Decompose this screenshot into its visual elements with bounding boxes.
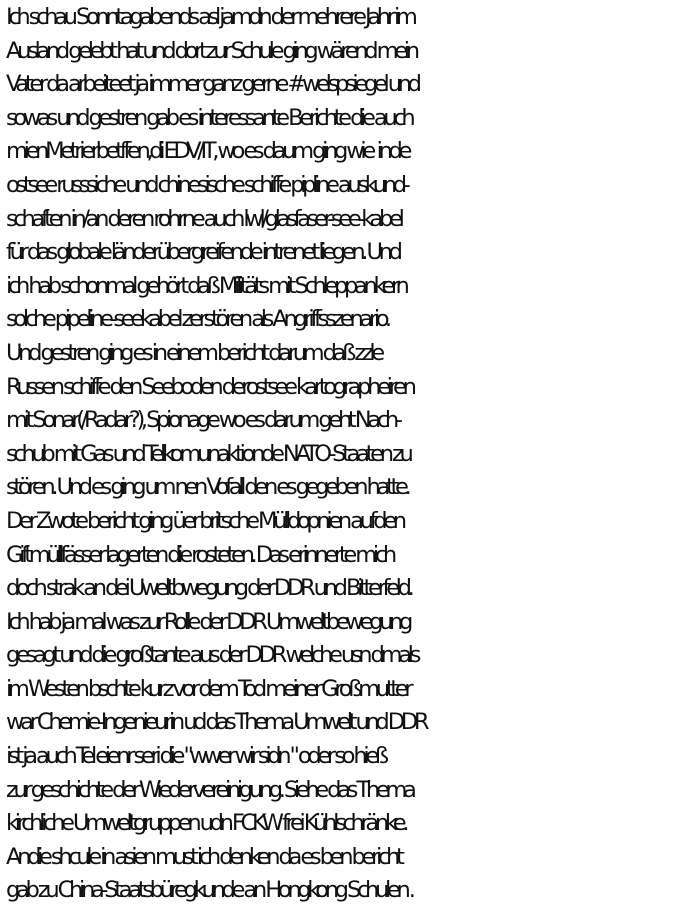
text-line: Ich schau Sonntagabends asl jamdn der mehrere Jahr im bbox=[6, 4, 414, 30]
text-line: für das globale länderübergreifende intrenet liegen. Und bbox=[6, 239, 399, 266]
text-line: doch strak an dei Uweltbwegung der DDR und Bitterfeld. bbox=[6, 575, 411, 602]
text-line: sowas und gestren gab es interessante Berichte die auch bbox=[6, 104, 412, 131]
text-line: Und gestren ging es in einem bericht darum daß zzle bbox=[6, 339, 381, 366]
text-line: mit Sonar(/Radar?), Spionage wo es darum geht Nach- bbox=[6, 407, 399, 434]
text-line: ich hab schonmal gehört daß Militäts mit Schleppankern bbox=[6, 272, 406, 299]
text-line: zur geschichte der Wiedervereinigung. Siehe das Thema bbox=[6, 776, 413, 803]
text-line: Vater da arbeiteet ja immer ganz gerne #welspsiegel und bbox=[6, 71, 418, 98]
text-line: Ich hab ja mal was zur Rolle der DDR Umweltbewegung bbox=[6, 608, 410, 635]
text-line: Andie shcule in asien must ich denken da es ben bericht bbox=[6, 843, 401, 870]
text-line: Giftmüllfässer lagerten die rosteten. Das erinnerte mich bbox=[6, 541, 393, 568]
text-line: stören. Und es ging um nen Vofall den es gegeben hatte. bbox=[6, 474, 408, 501]
text-line: war Chemie-Ingenieurin ud das Thema Umwelt und DDR bbox=[6, 709, 426, 736]
text-line: ostsee russsiche und chinesische schiffe pipline auskund- bbox=[6, 171, 407, 198]
text-line: ist ja auch Tel eienr seri die "wwer wir sidn " oder so hieß bbox=[6, 743, 385, 770]
text-line: kirchliche Umweltgruppen udn FCKW frei Kühlschränke. bbox=[6, 810, 406, 837]
text-line: im Westen bschte kurz vor dem Tod meiner Großmutter bbox=[6, 675, 410, 702]
text-line: mienMetrierbetffen,di EDV/IT, wo es daum ging wie inde bbox=[6, 138, 409, 165]
text-line: solche pipeline-seekabel zerstören als Angriffsszenario. bbox=[6, 306, 388, 333]
text-line: gab zu China-Staatsbüregkunde an Hongkong Schulen . bbox=[6, 877, 412, 904]
text-line: schub mit Gas und Telkomunaktionde NATO-Staaten zu bbox=[6, 440, 410, 467]
text-line: Der Zwote bericht ging üer britsche Mülldopnien aufden bbox=[6, 507, 403, 534]
text-line: gesagt und die großtante aus der DDR welche usn dmals bbox=[6, 642, 418, 669]
text-line: Ausland gelebt hat und dort zur Schule ging wärend mein bbox=[6, 37, 416, 64]
text-line: schaften in/an deren rohrne auch lwl/glasfaser-see-kabel bbox=[6, 205, 401, 232]
text-line: Russen schiffe den Seeboden derostsee kartographeiren bbox=[6, 373, 413, 400]
